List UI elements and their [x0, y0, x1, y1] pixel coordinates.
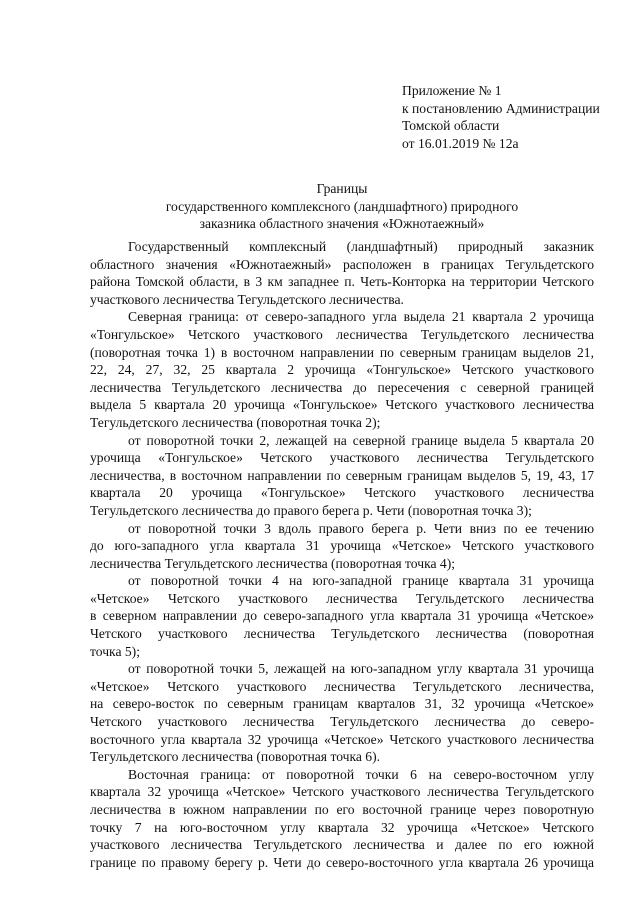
body-line: точка 5);: [90, 643, 140, 659]
body-line: на северо-восток по северным границам кварталов 31, 32 урочища «Четское»: [90, 696, 594, 712]
body-line: квартала 32 урочища «Четское» Четского участкового лесничества Тегульдетского: [90, 784, 594, 800]
document-body: [90, 238, 594, 871]
body-paragraph: [90, 432, 594, 520]
body-line: Четского участкового лесничества Тегульдетского лесничества до северо-: [90, 714, 594, 730]
body-paragraph: [90, 572, 594, 660]
body-line: урочища «Тонгульское» Четского участкового лесничества Тегульдетского: [90, 450, 594, 466]
body-line: выдела 5 квартала 20 урочища «Тонгульское» Четского участкового лесничества: [90, 397, 594, 413]
title-line: государственного комплексного (ландшафтного) природного: [165, 198, 519, 214]
appendix-line: к постановлению Администрации: [402, 100, 600, 116]
body-line: Восточная граница: от поворотной точки 6 на северо-восточном углу: [128, 766, 594, 782]
body-line: 22, 24, 27, 32, 25 квартала 2 урочища «Тонгульское» Четского участкового: [90, 362, 594, 378]
body-line: «Четское» Четского участкового лесничества Тегульдетского лесничества: [90, 590, 594, 606]
body-paragraph: [90, 520, 594, 573]
title-line: заказника областного значения «Южнотаежный»: [199, 216, 485, 232]
body-line: границе по правому берегу р. Чети до северо-восточного угла квартала 26 урочища: [90, 854, 594, 870]
body-line: Тегульдетского лесничества (поворотная точка 6).: [90, 749, 381, 765]
body-line: «Тонгульское» Четского участкового лесничества Тегульдетского лесничества: [90, 326, 594, 342]
body-line: Государственный комплексный (ландшафтный) природный заказник: [128, 239, 594, 254]
body-line: до юго-западного угла квартала 31 урочища «Четское» Четского участкового: [90, 538, 594, 554]
body-line: лесничества Тегульдетского лесничества (поворотная точка 4);: [90, 555, 456, 571]
body-line: в северном направлении до северо-западного угла квартала 31 урочища «Четское»: [90, 608, 594, 624]
appendix-line: Приложение № 1: [402, 83, 502, 98]
body-line: от поворотной точки 5, лежащей на юго-западном углу квартала 31 урочища: [128, 661, 594, 677]
body-line: района Томской области, в 3 км западнее п. Четь-Конторка на территории Четского: [90, 274, 594, 290]
body-line: Тегульдетского лесничества (поворотная точка 2);: [90, 414, 381, 430]
body-line: точку 7 на юго-восточном углу квартала 32 урочища «Четское» Четского: [90, 819, 594, 835]
body-line: участкового лесничества Тегульдетского лесничества.: [90, 291, 404, 307]
appendix-line: Томской области: [402, 118, 500, 134]
body-line: от поворотной точки 3 вдоль правого берега р. Чети вниз по ее течению: [128, 520, 594, 536]
body-line: участкового лесничества Тегульдетского лесничества и далее по его южной: [90, 837, 594, 853]
body-line: Северная граница: от северо-западного угла выдела 21 квартала 2 урочища: [128, 309, 594, 325]
document-title: [90, 180, 594, 233]
appendix-line: от 16.01.2019 № 12а: [402, 135, 519, 151]
body-line: восточного угла квартала 32 урочища «Четское» Четского участкового лесничества: [90, 731, 594, 747]
body-line: лесничества Тегульдетского лесничества до пересечения с северной границей: [90, 379, 594, 395]
title-line: Границы: [316, 181, 368, 196]
body-paragraph: [90, 308, 594, 431]
body-line: лесничества в южном направлении по его восточной границе через поворотную: [90, 802, 594, 817]
body-line: Четского участкового лесничества Тегульдетского лесничества (поворотная: [90, 626, 594, 642]
body-line: (поворотная точка 1) в восточном направлении по северным границам выделов 21,: [90, 344, 594, 360]
body-line: «Четское» Четского участкового лесничества Тегульдетского лесничества,: [90, 678, 594, 694]
body-line: лесничества, в восточном направлении по северным границам выделов 5, 19, 43, 17: [90, 467, 594, 483]
appendix-block: [402, 82, 632, 152]
body-line: от поворотной точки 4 на юго-западной границе квартала 31 урочища: [128, 573, 594, 589]
body-line: Тегульдетского лесничества до правого берега р. Чети (поворотная точка 3);: [90, 502, 532, 518]
body-paragraph: [90, 238, 594, 308]
body-line: областного значения «Южнотаежный» расположен в границах Тегульдетского: [90, 256, 594, 272]
body-line: от поворотной точки 2, лежащей на северной границе выдела 5 квартала 20: [128, 432, 594, 448]
body-paragraph: [90, 660, 594, 766]
body-line: квартала 20 урочища «Тонгульское» Четского участкового лесничества: [90, 485, 594, 501]
body-paragraph: [90, 766, 594, 872]
